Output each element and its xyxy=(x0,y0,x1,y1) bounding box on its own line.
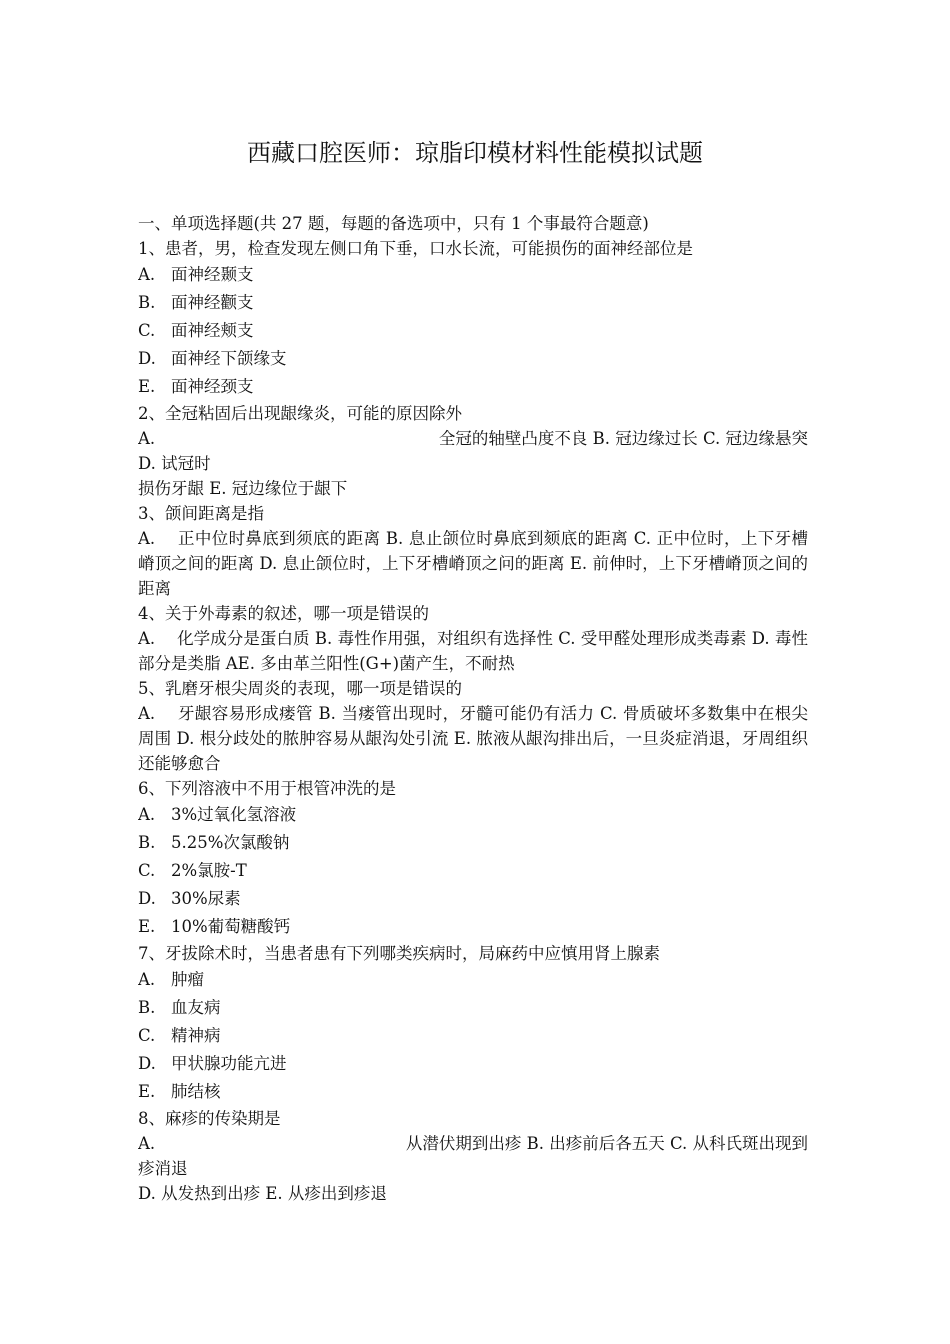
option-text: 面神经颞支 xyxy=(171,265,254,284)
option-text: 肺结核 xyxy=(171,1082,221,1101)
question-8-options-line-3: D. 从发热到出疹 E. 从疹出到疹退 xyxy=(138,1184,387,1203)
question-7-option-a[interactable] xyxy=(138,966,808,994)
question-list xyxy=(138,211,808,1206)
question-1-option-e[interactable] xyxy=(138,373,808,401)
question-1-option-a[interactable] xyxy=(138,261,808,289)
question-7-option-c[interactable] xyxy=(138,1022,808,1050)
option-text: 30%尿素 xyxy=(171,889,241,908)
question-7-option-b[interactable] xyxy=(138,994,808,1022)
option-letter: E. xyxy=(138,917,156,936)
question-2-options-line-1 xyxy=(138,426,808,451)
question-7-option-d[interactable] xyxy=(138,1050,808,1078)
question-6-stem: 6、下列溶液中不用于根管冲洗的是 xyxy=(138,779,396,798)
option-letter: A. xyxy=(138,970,156,989)
question-1-stem: 1、患者，男，检查发现左侧口角下垂，口水长流，可能损伤的面神经部位是 xyxy=(138,239,693,258)
question-6-option-e[interactable] xyxy=(138,913,808,941)
question-8-stem: 8、麻疹的传染期是 xyxy=(138,1109,281,1128)
option-text: 面神经颊支 xyxy=(171,321,254,340)
option-letter: B. xyxy=(138,998,156,1017)
options-text: 全冠的轴壁凸度不良 B. 冠边缘过长 C. 冠边缘悬突 xyxy=(438,429,808,448)
question-5-stem: 5、乳磨牙根尖周炎的表现，哪一项是错误的 xyxy=(138,679,462,698)
question-3-options: A. 正中位时鼻底到须底的距离 B. 息止颌位时鼻底到颏底的距离 C. 正中位时，上下牙槽嵴顶之间的距离 D. 息止颌位时，上下牙槽嵴顶之问的距离 E. 前伸时，上下牙槽嵴顶之间的距离 xyxy=(138,529,808,598)
option-text: 2%氯胺-T xyxy=(171,861,247,880)
question-7-option-e[interactable] xyxy=(138,1078,808,1106)
option-text: 5.25%次氯酸钠 xyxy=(171,833,290,852)
option-text: 面神经下颌缘支 xyxy=(171,349,287,368)
option-text: 肿瘤 xyxy=(171,970,204,989)
option-letter: C. xyxy=(138,1026,156,1045)
section-heading: 一、单项选择题(共 27 题，每题的备选项中，只有 1 个事最符合题意) xyxy=(138,214,649,233)
question-3-stem: 3、颌间距离是指 xyxy=(138,504,264,523)
question-2-options-line-2: D. 试冠时 xyxy=(138,454,211,473)
option-letter: E. xyxy=(138,377,156,396)
document-title: 西藏口腔医师：琼脂印模材料性能模拟试题 xyxy=(247,139,703,167)
option-text: 甲状腺功能亢进 xyxy=(171,1054,287,1073)
option-letter: B. xyxy=(138,833,156,852)
question-1-option-d[interactable] xyxy=(138,345,808,373)
question-2-stem: 2、全冠粘固后出现龈缘炎，可能的原因除外 xyxy=(138,404,462,423)
question-4-options: A. 化学成分是蛋白质 B. 毒性作用强，对组织有选择性 C. 受甲醛处理形成类毒素 D. 毒性部分是类脂 AE. 多由革兰阳性(G+)菌产生，不耐热 xyxy=(138,629,808,673)
option-letter: A. xyxy=(138,1134,156,1153)
option-letter: D. xyxy=(138,349,156,368)
question-7-stem: 7、牙拔除术时，当患者患有下列哪类疾病时，局麻药中应慎用肾上腺素 xyxy=(138,944,660,963)
question-2-options-line-3: 损伤牙龈 E. 冠边缘位于龈下 xyxy=(138,479,348,498)
question-6-option-a[interactable] xyxy=(138,801,808,829)
option-letter: D. xyxy=(138,1054,156,1073)
options-text: 从潜伏期到出疹 B. 出疹前后各五天 C. 从科氏斑出现到 xyxy=(405,1134,808,1153)
option-letter: B. xyxy=(138,293,156,312)
question-1-option-b[interactable] xyxy=(138,289,808,317)
option-letter: A. xyxy=(138,265,156,284)
option-letter: D. xyxy=(138,889,156,908)
question-5-options: A. 牙龈容易形成瘘管 B. 当瘘管出现时，牙髓可能仍有活力 C. 骨质破坏多数集中在根尖周围 D. 根分歧处的脓肿容易从龈沟处引流 E. 脓液从龈沟排出后，一旦炎症消退，牙周组织还能够愈合 xyxy=(138,704,808,773)
option-letter: A. xyxy=(138,429,156,448)
question-8-options-line-2: 疹消退 xyxy=(138,1159,188,1178)
question-4-stem: 4、关于外毒素的叙述，哪一项是错误的 xyxy=(138,604,429,623)
question-6-option-c[interactable] xyxy=(138,857,808,885)
option-text: 10%葡萄糖酸钙 xyxy=(171,917,291,936)
option-letter: C. xyxy=(138,861,156,880)
question-1-option-c[interactable] xyxy=(138,317,808,345)
question-8-options-line-1 xyxy=(138,1131,808,1156)
option-letter: C. xyxy=(138,321,156,340)
option-text: 精神病 xyxy=(171,1026,221,1045)
option-text: 面神经颈支 xyxy=(171,377,254,396)
question-6-option-d[interactable] xyxy=(138,885,808,913)
option-letter: E. xyxy=(138,1082,156,1101)
question-6-option-b[interactable] xyxy=(138,829,808,857)
option-text: 3%过氧化氢溶液 xyxy=(171,805,297,824)
option-letter: A. xyxy=(138,805,156,824)
option-text: 面神经颧支 xyxy=(171,293,254,312)
option-text: 血友病 xyxy=(171,998,221,1017)
